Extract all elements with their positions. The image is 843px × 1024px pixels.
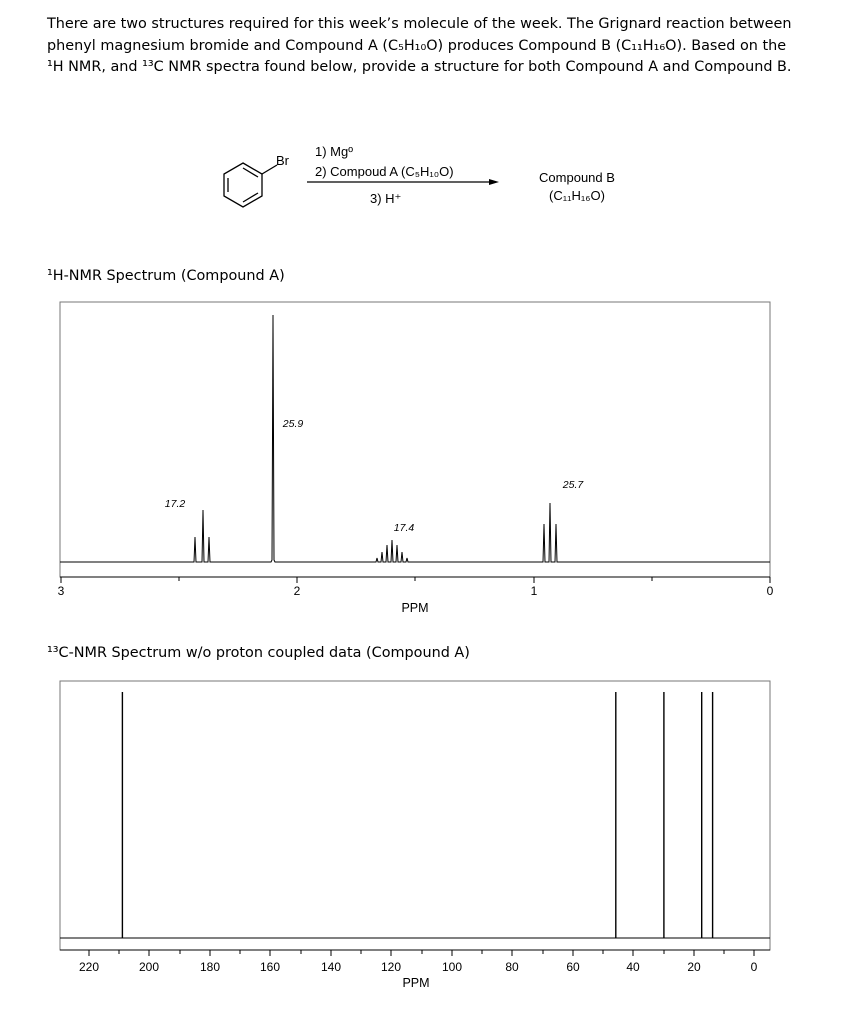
c-nmr-tick-label: 200	[138, 960, 160, 974]
bromo-label: Br	[276, 153, 289, 168]
c-nmr-tick-label: 80	[505, 960, 519, 974]
h-nmr-spectrum	[58, 302, 774, 615]
h-nmr-integration-label: 17.2	[164, 498, 186, 510]
c-nmr-tick-label: 100	[441, 960, 463, 974]
c-nmr-tick-label: 0	[750, 960, 758, 974]
reaction-scheme	[224, 144, 615, 207]
h-nmr-integration-label: 25.7	[562, 479, 584, 491]
product-name: Compound B	[539, 170, 615, 185]
c-nmr-axis-label: PPM	[402, 976, 430, 990]
h-nmr-tick-label: 3	[57, 584, 65, 598]
c-nmr-tick-label: 160	[259, 960, 281, 974]
c-nmr-spectrum	[60, 681, 770, 990]
h-nmr-tick-label: 1	[530, 584, 538, 598]
question-line-1: There are two structures required for this week’s molecule of the week. The Grignard reaction between	[47, 16, 792, 32]
question-line-2: phenyl magnesium bromide and Compound A (C₅H₁₀O) produces Compound B (C₁₁H₁₆O). Based on the	[47, 37, 787, 54]
c-nmr-tick-label: 140	[320, 960, 342, 974]
h-nmr-minor-ticks	[179, 577, 652, 581]
h-nmr-tick-label: 0	[766, 584, 774, 598]
h-nmr-trace	[60, 315, 770, 562]
c-nmr-tick-label: 60	[566, 960, 580, 974]
c-nmr-tick-label: 220	[78, 960, 100, 974]
c-nmr-tick-label: 40	[626, 960, 640, 974]
reagent-step-2: 2) Compoud A (C₅H₁₀O)	[315, 164, 454, 179]
bromobenzene-structure	[224, 163, 277, 207]
c-nmr-ticks	[89, 950, 754, 956]
h-nmr-integration-label: 25.9	[282, 418, 304, 430]
c-nmr-title: ¹³C-NMR Spectrum w/o proton coupled data (Compound A)	[47, 645, 470, 661]
reaction-arrowhead	[489, 179, 499, 185]
h-nmr-integration-label: 17.4	[393, 522, 415, 534]
reagent-step-3: 3) H⁺	[370, 191, 402, 206]
c-nmr-tick-label: 180	[199, 960, 221, 974]
product-formula: (C₁₁H₁₆O)	[549, 188, 605, 203]
h-nmr-tick-label: 2	[293, 584, 301, 598]
reagent-step-1: 1) Mgº	[315, 144, 353, 159]
h-nmr-title: ¹H-NMR Spectrum (Compound A)	[47, 268, 285, 284]
h-nmr-axis-label: PPM	[401, 601, 429, 615]
c-nmr-tick-label: 20	[687, 960, 701, 974]
h-nmr-frame	[60, 302, 770, 577]
c-nmr-tick-label: 120	[380, 960, 402, 974]
question-line-3: ¹H NMR, and ¹³C NMR spectra found below, provide a structure for both Compound A and Compound B.	[47, 59, 792, 75]
